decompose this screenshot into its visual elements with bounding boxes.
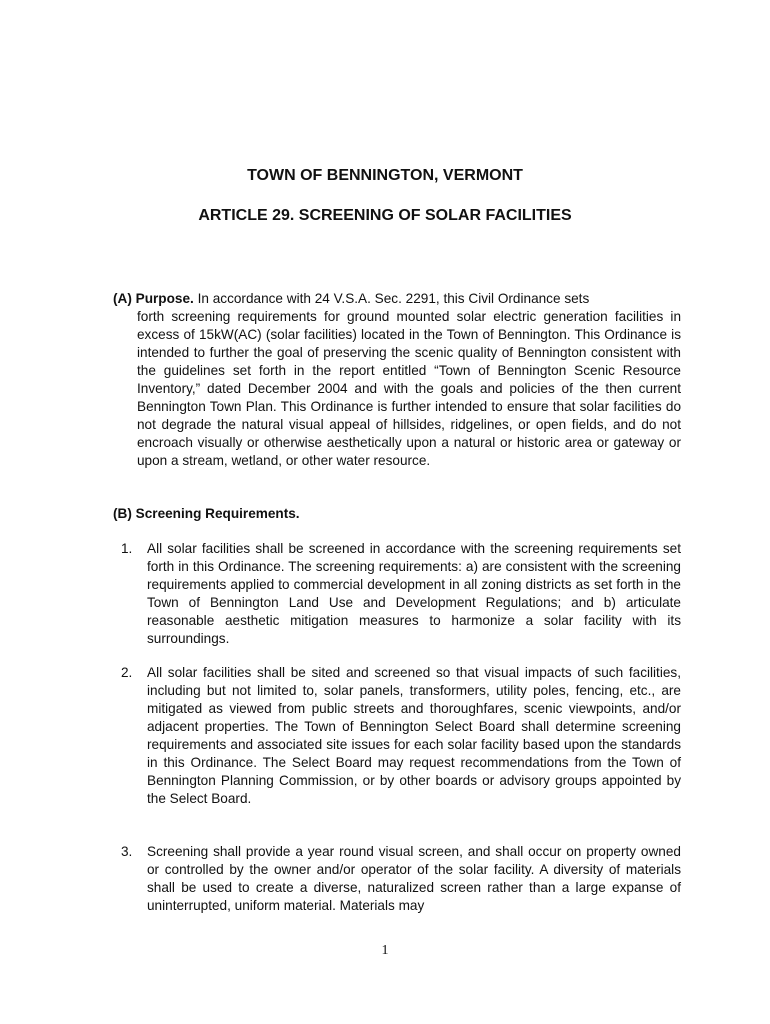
list-item-number: 2. [121,665,133,680]
list-item-text: All solar facilities shall be sited and screened so that visual impacts of such facilities, including but not limited to, solar panels, transformers, utility poles, fencing, etc., are mitigated as viewed from public streets and thoroughfares, scenic viewpoints, and/or adjacent properties. The Town of Bennington Select Board shall determine screening requirements and associated site issues for each solar facility based upon the standards in this Ordinance. The Select Board may request recommendations from the Town of Bennington Planning Commission, or by other boards or advisory groups appointed by the Select Board. [147,665,681,806]
purpose-text-body: forth screening requirements for ground mounted solar electric generation facilities in excess of 15kW(AC) (solar facilities) located in the Town of Bennington. This Ordinance is intended to further the goal of preserving the scenic quality of Bennington consistent with the guidelines set forth in the report entitled “Town of Bennington Scenic Resource Inventory,” dated December 2004 and with the goals and policies of the then current Bennington Town Plan. This Ordinance is further intended to ensure that solar facilities do not degrade the natural visual appeal of hillsides, ridgelines, or open fields, and do not encroach visually or otherwise aesthetically upon a natural or historic area or gateway or upon a stream, wetland, or other water resource. [137,309,681,468]
document-title: TOWN OF BENNINGTON, VERMONT [247,167,523,184]
list-item-text: Screening shall provide a year round visual screen, and shall occur on property owned or controlled by the owner and/or operator of the solar facility. A diversity of materials shall be used to create a diverse, naturalized screen rather than a large expanse of uninterrupted, uniform material. Materials may [147,844,681,913]
page-number: 1 [381,943,389,958]
purpose-label: (A) Purpose. [113,291,194,306]
list-item-text: All solar facilities shall be screened in accordance with the screening requirements set forth in this Ordinance. The screening requirements: a) are consistent with the screening requirements applied to commercial development in all zoning districts as set forth in the Town of Bennington Land Use and Development Regulations; and b) articulate reasonable aesthetic mitigation measures to harmonize a solar facility with its surroundings. [147,541,681,646]
list-item-number: 1. [121,541,133,556]
article-title: ARTICLE 29. SCREENING OF SOLAR FACILITIES [198,207,572,224]
purpose-text-first-line: In accordance with 24 V.S.A. Sec. 2291, this Civil Ordinance sets [197,291,590,306]
screening-requirements-heading: (B) Screening Requirements. [113,506,300,521]
purpose-section [113,290,681,470]
list-item-number: 3. [121,844,133,859]
